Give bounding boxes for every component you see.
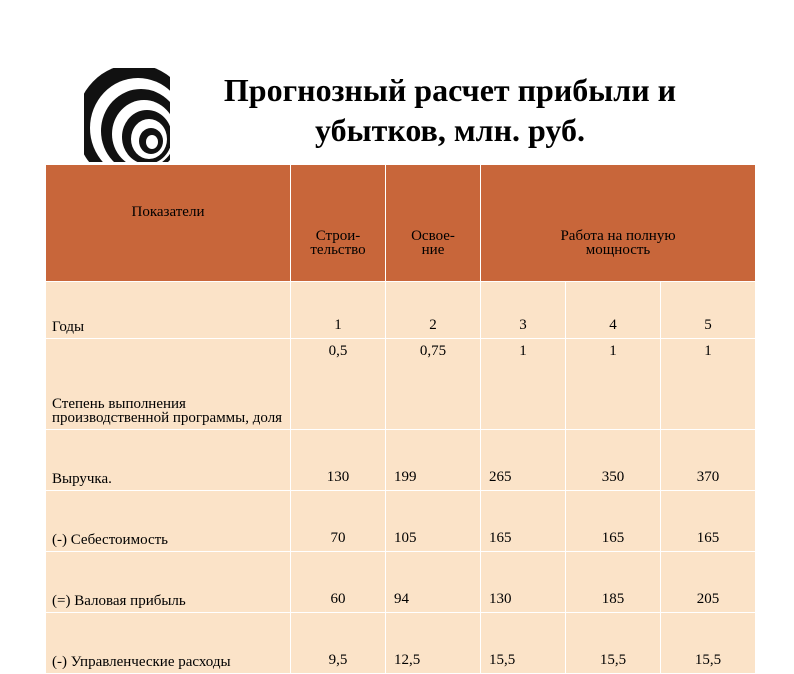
table-cell: 1 [566, 339, 661, 430]
table-cell: 165 [481, 491, 566, 552]
row-label: Степень выполнения производственной программы, доля [46, 339, 291, 430]
header-fullcap-line2: мощность [585, 242, 651, 258]
table-cell: 9,5 [291, 613, 386, 674]
table-row [46, 552, 756, 613]
header-fullcap-line1: Работа на полную [560, 228, 676, 244]
table-cell: 130 [291, 430, 386, 491]
table-cell: 0,5 [291, 339, 386, 430]
row-label: (-) Управленческие расходы [46, 613, 291, 674]
table-cell: 165 [566, 491, 661, 552]
row-label: Годы [46, 282, 291, 339]
table-cell: 5 [661, 282, 756, 339]
header-construction-line1: Строи- [315, 228, 361, 244]
table-row [46, 613, 756, 674]
table-row [46, 430, 756, 491]
profit-loss-table [45, 164, 756, 674]
table-cell: 15,5 [566, 613, 661, 674]
table-cell: 205 [661, 552, 756, 613]
page-title: Прогнозный расчет прибыли и убытков, млн. руб. [223, 72, 677, 148]
spiral-logo-icon [74, 62, 170, 162]
table-cell: 60 [291, 552, 386, 613]
table-cell: 94 [386, 552, 481, 613]
header-development-line1: Освое- [411, 228, 455, 244]
header-construction [291, 165, 386, 282]
row-label: Выручка. [46, 430, 291, 491]
table-cell: 3 [481, 282, 566, 339]
table-cell: 350 [566, 430, 661, 491]
row-label: (=) Валовая прибыль [46, 552, 291, 613]
table-cell: 265 [481, 430, 566, 491]
table-cell: 130 [481, 552, 566, 613]
table-cell: 2 [386, 282, 481, 339]
table-cell: 185 [566, 552, 661, 613]
table-cell: 105 [386, 491, 481, 552]
table-cell: 15,5 [481, 613, 566, 674]
table-row [46, 491, 756, 552]
table-cell: 0,75 [386, 339, 481, 430]
table-cell: 199 [386, 430, 481, 491]
header-full-capacity [481, 165, 756, 282]
header-development [386, 165, 481, 282]
table-cell: 12,5 [386, 613, 481, 674]
table-header-row [46, 165, 756, 282]
table-row [46, 339, 756, 430]
header-indicators: Показатели [46, 165, 291, 282]
table-cell: 370 [661, 430, 756, 491]
table-row [46, 282, 756, 339]
table-cell: 165 [661, 491, 756, 552]
header-construction-line2: тельство [310, 242, 366, 258]
table-cell: 1 [661, 339, 756, 430]
table-cell: 1 [481, 339, 566, 430]
table-cell: 1 [291, 282, 386, 339]
row-label: (-) Себестоимость [46, 491, 291, 552]
table-cell: 15,5 [661, 613, 756, 674]
header-development-line2: ние [421, 242, 445, 258]
table-cell: 70 [291, 491, 386, 552]
table-cell: 4 [566, 282, 661, 339]
